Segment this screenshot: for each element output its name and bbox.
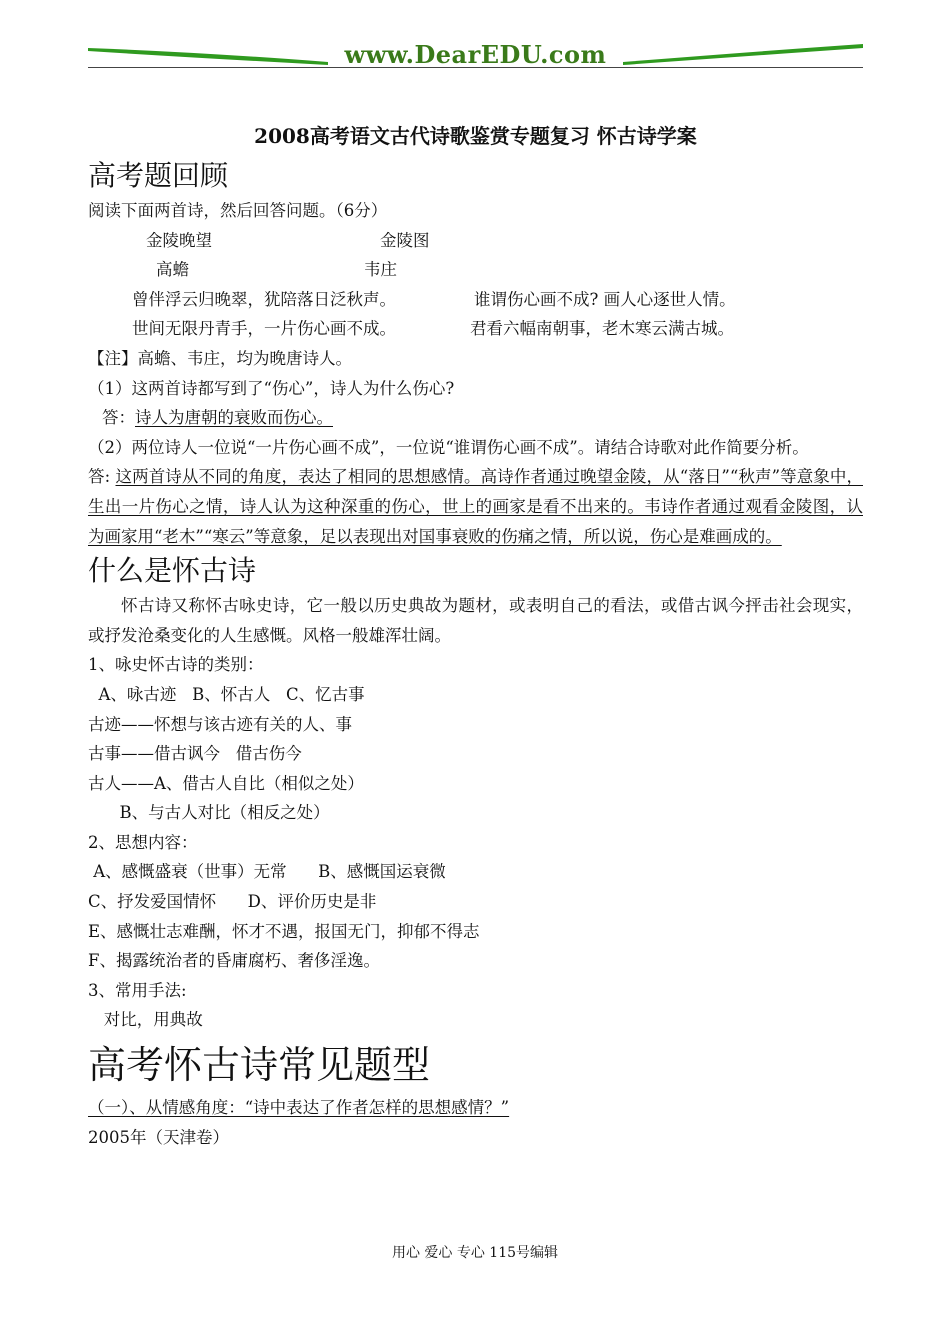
answer-1-prefix: 答： [102, 408, 135, 428]
answer-1-text: 诗人为唐朝的衰败而伤心。 [135, 408, 333, 428]
list-line: 3、常用手法: [88, 980, 187, 1000]
list-line: C、抒发爱国情怀 D、评价历史是非 [88, 892, 377, 912]
question-1: （1）这两首诗都写到了“伤心”，诗人为什么伤心? [88, 378, 455, 398]
section-heading-review: 高考题回顾 [88, 159, 229, 192]
section-heading-question-types: 高考怀古诗常见题型 [88, 1043, 431, 1088]
list-line: F、揭露统治者的昏庸腐朽、奢侈淫逸。 [88, 951, 380, 971]
header-rule [88, 67, 863, 68]
year-label: 2005年（天津卷） [88, 1127, 229, 1147]
poem1-author: 高蟾 [156, 260, 189, 280]
poem1-line1: 曾伴浮云归晚翠，犹陪落日泛秋声。 [132, 289, 396, 309]
answer-1 [88, 403, 863, 433]
poem2-line2: 君看六幅南朝事，老木寒云满古城。 [470, 319, 734, 339]
poem-line-2 [88, 314, 863, 344]
subheading-emotion: （一）、从情感角度：“诗中表达了作者怎样的思想感情？” [88, 1098, 510, 1118]
section-heading-definition: 什么是怀古诗 [88, 554, 257, 588]
definition-intro: 怀古诗又称怀古咏史诗，它一般以历史典故为题材，或表明自己的看法，或借古讽今抨击社会现实，或抒发沧桑变化的人生感慨。风格一般雄浑壮阔。 [88, 596, 863, 645]
poem-line-1 [88, 285, 863, 315]
note: 【注】高蟾、韦庄，均为晚唐诗人。 [88, 348, 352, 368]
poem2-title: 金陵图 [380, 230, 430, 250]
page-footer: 用心 爱心 专心 115号编辑 [391, 1245, 559, 1261]
list-line: 2、思想内容： [88, 832, 198, 852]
list-line: A、感慨盛衰（世事）无常 B、感慨国运衰微 [88, 862, 446, 882]
poem2-author: 韦庄 [364, 260, 397, 280]
answer-2-prefix: 答: [88, 467, 116, 487]
instruction: 阅读下面两首诗，然后回答问题。（6分） [88, 201, 388, 220]
poem1-title: 金陵晚望 [146, 230, 212, 250]
poem-titles [88, 226, 863, 256]
list-line: B、与古人对比（相反之处） [88, 803, 330, 823]
question-2: （2）两位诗人一位说“一片伤心画不成”，一位说“谁谓伤心画不成”。请结合诗歌对此作简要分析。 [88, 437, 809, 457]
site-header [88, 38, 863, 70]
answer-2-text: 这两首诗从不同的角度，表达了相同的思想感情。高诗作者通过晚望金陵，从“落日”“秋声”等意象中，生出一片伤心之情，诗人认为这种深重的伤心，世上的画家是看不出来的。韦诗作者通过观看金陵图，认为画家用“老木”“寒云”等意象，足以表现出对国事衰败的伤痛之情，所以说，伤心是难画成的。 [88, 467, 863, 546]
list-line: 对比，用典故 [88, 1010, 203, 1030]
list-line: 1、咏史怀古诗的类别： [88, 655, 264, 675]
poem2-line1: 谁谓伤心画不成? 画人心逐世人情。 [474, 289, 736, 309]
list-line: 古事——借古讽今 借古伤今 [88, 744, 302, 764]
list-line: 古人——A、借古人自比（相似之处） [88, 773, 364, 793]
list-line: 古迹——怀想与该古迹有关的人、事 [88, 714, 352, 734]
page-title: 2008高考语文古代诗歌鉴赏专题复习 怀古诗学案 [254, 124, 697, 148]
list-line: E、感慨壮志难酬，怀才不遇，报国无门，抑郁不得志 [88, 921, 480, 941]
answer-2 [88, 462, 863, 551]
site-logo[interactable]: www.DearEDU.com [344, 40, 607, 69]
document-body [88, 118, 863, 1152]
poem1-line2: 世间无限丹青手，一片伤心画不成。 [132, 319, 396, 339]
poem-authors [88, 255, 863, 285]
list-line: A、咏古迹 B、怀古人 C、忆古事 [88, 684, 365, 704]
